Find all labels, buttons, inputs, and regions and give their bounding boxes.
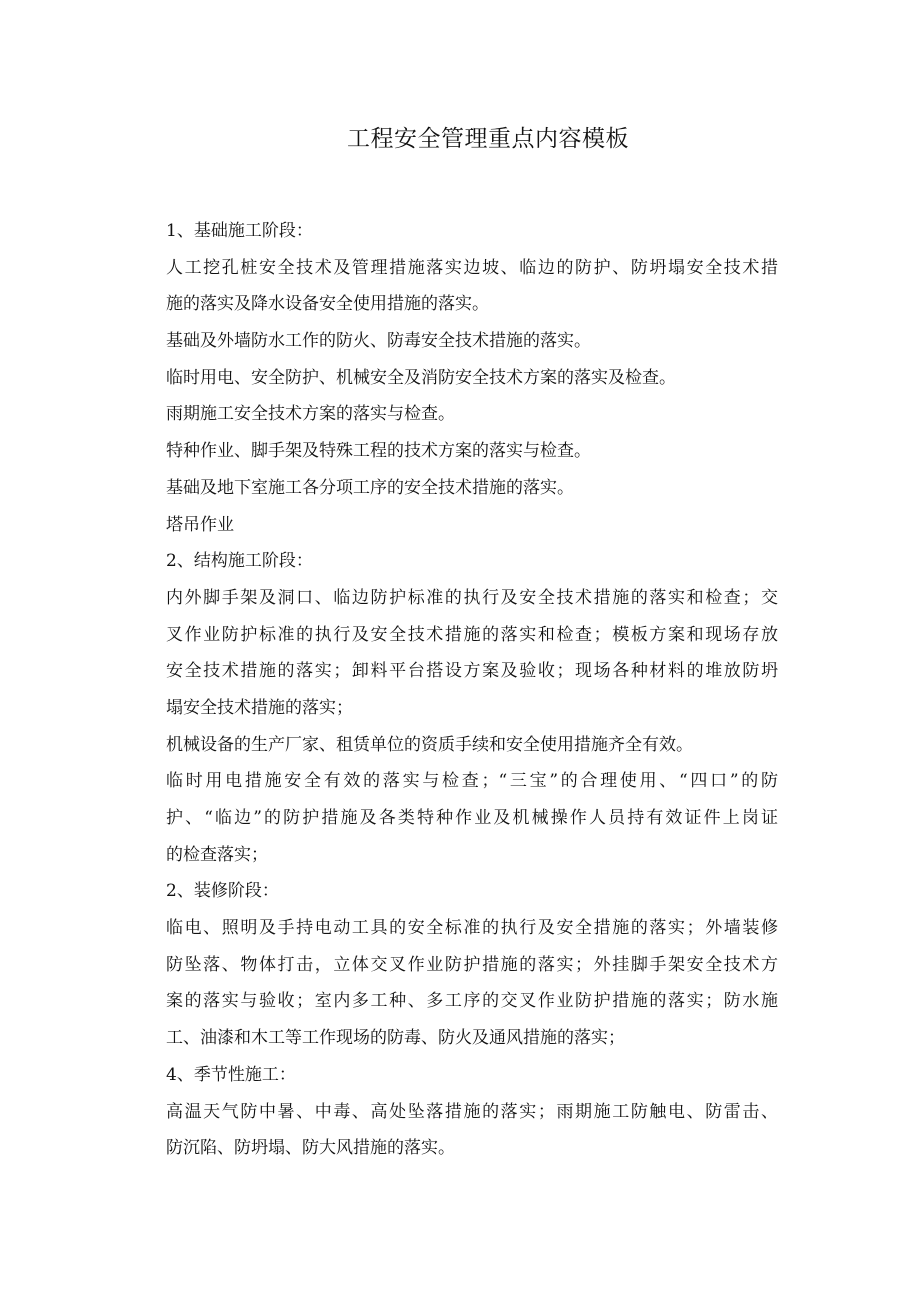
section-heading: 2、结构施工阶段： — [166, 551, 313, 572]
section-heading: 4、季节性施工： — [166, 1064, 296, 1085]
paragraph-line: 的检查落实； — [166, 844, 268, 865]
document-title: 工程安全管理重点内容模板 — [347, 126, 629, 152]
paragraph-line: 防坠落、物体打击，立体交叉作业防护措施的落实；外挂脚手架安全技术方 — [166, 954, 778, 975]
section-heading: 1、基础施工阶段： — [166, 221, 313, 241]
paragraph-line: 雨期施工安全技术方案的落实与检查。 — [166, 404, 455, 425]
paragraph-line: 护、“临边”的防护措施及各类特种作业及机械操作人员持有效证件上岗证 — [166, 808, 778, 828]
paragraph-line: 塌安全技术措施的落实； — [166, 697, 353, 718]
paragraph-line: 基础及地下室施工各分项工序的安全技术措施的落实。 — [166, 477, 574, 498]
paragraph-line: 机械设备的生产厂家、租赁单位的资质手续和安全使用措施齐全有效。 — [166, 734, 693, 755]
document-body — [166, 213, 778, 1167]
paragraph-line: 内外脚手架及洞口、临边防护标准的执行及安全技术措施的落实和检查；交 — [166, 587, 778, 608]
paragraph-line: 防沉陷、防坍塌、防大风措施的落实。 — [166, 1138, 455, 1159]
paragraph-line: 高温天气防中暑、中毒、高处坠落措施的落实；雨期施工防触电、防雷击、 — [166, 1101, 778, 1122]
paragraph-line: 施的落实及降水设备安全使用措施的落实。 — [166, 294, 489, 315]
paragraph-line: 临电、照明及手持电动工具的安全标准的执行及安全措施的落实；外墙装修 — [166, 918, 778, 939]
paragraph-line: 叉作业防护标准的执行及安全技术措施的落实和检查；模板方案和现场存放 — [166, 624, 778, 645]
paragraph-line: 基础及外墙防水工作的防火、防毒安全技术措施的落实。 — [166, 331, 591, 352]
paragraph-line: 人工挖孔桩安全技术及管理措施落实边坡、临边的防护、防坍塌安全技术措 — [166, 257, 778, 278]
paragraph-line: 案的落实与验收；室内多工种、多工序的交叉作业防护措施的落实；防水施 — [166, 991, 778, 1012]
paragraph-line: 工、油漆和木工等工作现场的防毒、防火及通风措施的落实； — [166, 1028, 625, 1049]
section-heading: 2、装修阶段： — [166, 881, 279, 902]
paragraph-line: 特种作业、脚手架及特殊工程的技术方案的落实与检查。 — [166, 441, 591, 462]
paragraph-line: 临时用电措施安全有效的落实与检查；“三宝”的合理使用、“四口”的防 — [166, 771, 778, 792]
paragraph-line: 安全技术措施的落实；卸料平台搭设方案及验收；现场各种材料的堆放防坍 — [166, 661, 778, 682]
paragraph-line: 塔吊作业 — [166, 514, 234, 535]
paragraph-line: 临时用电、安全防护、机械安全及消防安全技术方案的落实及检查。 — [166, 367, 676, 388]
